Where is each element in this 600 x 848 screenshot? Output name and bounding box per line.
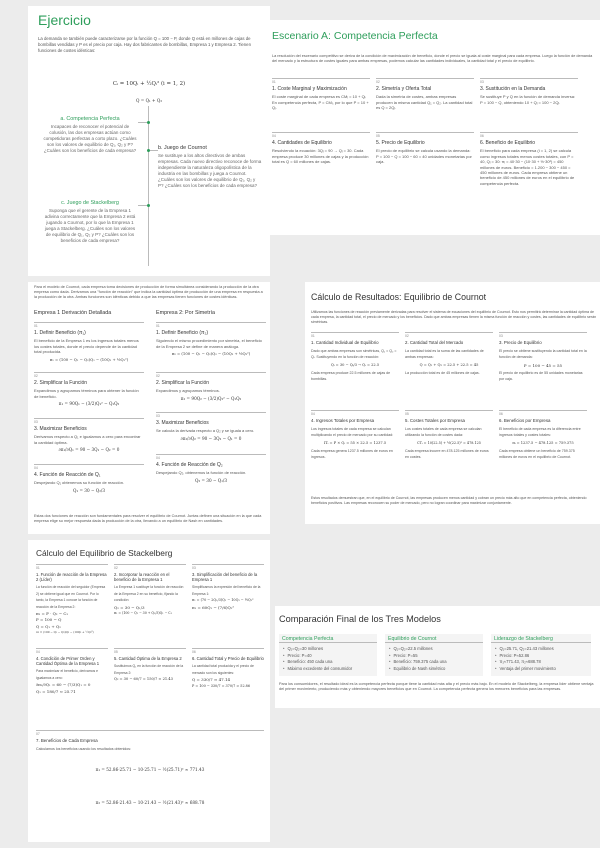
cournot-results-outro: Estos resultados demuestran que, en el equilibrio de Cournot, las empresas producen menos cantidad y cobran un precio más alto que en competencia perfecta, obteniendo beneficios positivos. Las empresas reconocen su poder de mercado, pero no logran coordinar para maximizar conjuntamente. <box>311 496 587 505</box>
step-title: 1. Función de reacción de la Empresa 2 (Líder) <box>36 572 107 583</box>
step-equation: π₂ = P · Q₂ − C₂ <box>36 611 69 617</box>
step-equation: Q₁ = 30 − Q₂/3 <box>73 487 105 493</box>
empresa1-step1 <box>34 322 144 364</box>
step-equation: Q₂ = 30 − Q₁/3 <box>195 477 227 483</box>
step-equation: CTᵢ = 10(22.5) + ½(22.5)² = 478.125 <box>417 440 481 445</box>
step-number: 04 <box>311 412 315 416</box>
esc-box6 <box>480 132 578 186</box>
step-title: 5. Cantidad Óptima de la Empresa 2 <box>114 656 182 662</box>
list-item: • Equilibrio de Nash simétrico <box>389 666 479 673</box>
ejercicio-eq2: Q = Q₁ + Q₂ <box>136 98 162 103</box>
step-desc: El coste marginal de cada empresa es CMᵢ = 10 + Qᵢ. En competencia perfecta, P = CMᵢ, por lo que P = 10 + Qᵢ. <box>272 94 369 111</box>
res-box1 <box>311 332 399 383</box>
step-note: Cada empresa genera 1237.5 millones de euros en ingresos. <box>311 449 393 460</box>
cournot-derivation-card <box>28 282 270 534</box>
step-title: 6. Beneficio de Equilibrio <box>480 140 536 147</box>
step-desc: Derivamos respecto a Q₁ e igualamos a cero para encontrar la cantidad óptima. <box>34 434 141 445</box>
esc-box3 <box>480 78 578 105</box>
res-box4 <box>311 410 399 461</box>
step-title: 4. Cantidades de Equilibrio <box>272 140 332 147</box>
step-title: 5. Precio de Equilibrio <box>376 140 425 147</box>
step-desc: El precio de equilibrio se calcula usando la demanda: P = 100 − Q = 100 − 60 = 40 unidades monetarias por caja. <box>376 148 472 165</box>
stackelberg-title: Cálculo del Equilibrio de Stackelberg <box>36 548 173 558</box>
empresa1-step2 <box>34 372 144 409</box>
step-desc: Calculamos los beneficios usando los resultados obtenidos: <box>36 747 132 752</box>
esc-box2 <box>376 78 474 111</box>
step-desc: Resolviendo la ecuación: 3Qᵢ = 90 → Qᵢ = 30. Cada empresa produce 30 millones de cajas y la producción total es Q = 60 millones de cajas. <box>272 148 369 165</box>
res-box3 <box>499 332 587 383</box>
step-title: 4. Condición de Primer Orden y Cantidad Óptima de la Empresa 1 <box>36 656 100 667</box>
list-item: • Q₁=25.71, Q₂=21.43 millones <box>495 646 587 653</box>
step-title: 2. Simetría y Oferta Total <box>376 86 432 93</box>
step-desc: Despejando Q₂, obtenemos la función de reacción. <box>156 470 247 476</box>
step-number: 01 <box>36 566 40 570</box>
step-equation: ∂π₂/∂Q₂ = 90 − 3Q₂ − Q₁ = 0 <box>180 435 242 441</box>
stackelberg-card <box>28 540 270 842</box>
cmp-col-header: Competencia Perfecta <box>279 634 377 643</box>
node-c-text: Suponga que el gerente de la Empresa 1 adivina correctamente que la Empresa 2 está jugando a Cournot, por lo que la Empresa 1 juega a Stackelberg. ¿Cuáles son los valores de equilibrio de Q₁, Q₂ y P? ¿Cuáles son los beneficios de cada empresa? <box>44 208 136 243</box>
step-number: 03 <box>156 414 160 418</box>
cournot-deriv-outro: Estas dos funciones de reacción son fundamentales para resolver el equilibrio de Cournot. Juntas definen una situación en la que cada empresa elige su mejor respuesta dada la producción de la otra, llevando a un equilibrio de Nash en cantidades. <box>34 514 262 523</box>
step-title: 6. Cantidad Total y Precio de Equilibrio <box>192 656 264 662</box>
step-equation: ∂π₁/∂Q₁ = 60 − (7/3)Q₁ = 0 <box>36 682 91 688</box>
step-equation: π₁ = 52.86·25.71 − 10·25.71 − ½(25.71)² ≈ 771.43 <box>95 766 205 772</box>
step-desc: Los costes totales de cada empresa se calculan utilizando la función de costes dada: <box>405 426 482 438</box>
list-item: • Beneficio: 759.375 cada una <box>389 659 479 666</box>
step-title: 3. Precio de Equilibrio <box>499 340 542 346</box>
empresa2-step1 <box>156 322 266 359</box>
step-desc: La cantidad total producida y el precio de mercado son los siguientes: <box>192 664 254 675</box>
step-desc: La Empresa 1 sustituye la función de reacción de la Empresa 2 en su beneficio, fijando la condición: <box>114 585 184 603</box>
step-equation: Q₂ = 30 − 60/7 = 150/7 ≈ 21.43 <box>114 677 173 682</box>
cmp-col-perfecta <box>279 634 377 676</box>
step-title: 4. Función de Reacción de Q₁ <box>34 472 101 479</box>
step-number: 01 <box>156 324 160 328</box>
step-number: 03 <box>34 420 38 424</box>
cmp-col-stackelberg <box>491 634 591 676</box>
step-title: 2. Cantidad Total del Mercado <box>405 340 464 346</box>
cmp-col-header: Equilibrio de Cournot <box>385 634 483 643</box>
step-equation: π₁ = 90Q₁ − (3/2)Q₁² − Q₁Q₂ <box>58 401 120 407</box>
stk-step4 <box>36 648 108 695</box>
stk-step6 <box>192 648 264 690</box>
step-number: 05 <box>405 412 409 416</box>
tree-branch-b <box>148 150 158 151</box>
stk-step3 <box>192 564 264 611</box>
step-equation: ∂π₁/∂Q₁ = 90 − 3Q₁ − Q₂ = 0 <box>58 447 120 453</box>
escenario-a-card <box>262 20 600 235</box>
step-desc: Se sustituye P y Q en la función de demanda inversa: P = 100 − Q, obteniendo 10 + Qᵢ = 100 − 2Qᵢ. <box>480 94 576 105</box>
step-equation: Q = Q₁ + Q₂ <box>36 623 61 629</box>
list-item: • Máximo excedente del consumidor <box>283 666 373 673</box>
step-desc: El beneficio de la Empresa 1 es los ingresos totales menos los costes totales, donde el precio depende de la cantidad total producida. <box>34 338 139 355</box>
list-item: • Q₁=Q₂=30 millones <box>283 646 373 653</box>
step-number: 02 <box>376 80 380 84</box>
step-equation: π₁ = (100 − Q₁ − 30 + Q₁/3)Q₁ − C₁ <box>114 611 172 616</box>
tree-trunk <box>148 106 149 266</box>
node-cournot <box>158 145 262 189</box>
step-desc: Dado que ambas empresas son simétricas, Q₁ = Q₂ = Qᵢ. Sustituyendo en la función de reacción: <box>311 348 397 360</box>
node-b-text: Se sustituye a los altos directivos de ambas empresas. Cada nuevo directivo reconoce de forma independiente la naturaleza oligopolística de la industria en las bombillas y juega a Cournot. ¿Cuáles son los valores de equilibrio de Q₁, Q₂ y P? ¿Cuáles son los beneficios de cada empresa? <box>158 153 262 188</box>
cmp-list <box>491 643 591 675</box>
step-equation: Q₂ = 30 − Q₁/3 <box>114 604 145 610</box>
node-b-title: b. Juego de Cournot <box>158 145 207 151</box>
comparacion-outro: Para los consumidores, el resultado ideal es la competencia perfecta porque tiene la cantidad más alta y el precio más bajo. En el modelo de Stackelberg, la empresa líder obtiene ventaja del primer movimiento, produciendo más y obteniendo mayores beneficios que en Cournot. La competencia perfecta genera los menores beneficios para las empresas. <box>279 682 594 691</box>
step-equation: π₁ = 60Q₁ − (7/6)Q₁² <box>192 604 235 610</box>
step-number: 06 <box>192 650 196 654</box>
cmp-list <box>385 643 483 675</box>
step-desc: Despejando Q₁ obtenemos su función de reacción. <box>34 480 125 486</box>
comparacion-title: Comparación Final de los Tres Modelos <box>279 614 441 624</box>
empresa2-step2 <box>156 372 266 403</box>
step-title: 7. Beneficios de Cada Empresa <box>36 738 98 744</box>
empresa2-step3 <box>156 412 266 443</box>
step-equation: π₁ = (70 − 2Q₁/3)Q₁ − 10Q₁ − ½Q₁² <box>192 598 254 603</box>
step-equation: π₂ = 90Q₂ − (3/2)Q₂² − Q₁Q₂ <box>180 395 242 401</box>
empresa1-step3 <box>34 418 144 455</box>
step-number: 04 <box>34 466 38 470</box>
step-equation: Qᵢ = 30 − Qᵢ/3 → Qᵢ = 22.5 <box>330 362 380 367</box>
step-note: El precio de equilibrio es de 55 unidades monetarias por caja. <box>499 371 583 382</box>
stk-step7 <box>36 730 264 808</box>
cmp-col-cournot <box>385 634 483 676</box>
step-title: 2. Incorporar la reacción en el beneficio de la Empresa 1 <box>114 572 170 583</box>
empresa2-step4 <box>156 454 266 485</box>
step-equation: π₂ = 52.86·21.43 − 10·21.43 − ½(21.43)² ≈ 688.78 <box>95 800 205 806</box>
step-number: 01 <box>34 324 38 328</box>
step-note: La producción total es de 45 millones de cajas. <box>405 371 480 376</box>
step-equation: π₂ = (100 − Q₁ − Q₂)Q₂ − (10Q₂ + ½Q₂²) <box>36 630 94 635</box>
list-item: • Precio: P=40 <box>283 653 373 660</box>
col1-heading: Empresa 1 Derivación Detallada <box>34 310 112 316</box>
step-number: 01 <box>272 80 276 84</box>
tree-dot-c <box>147 204 150 207</box>
cmp-list <box>279 643 377 675</box>
step-title: 4. Ingresos Totales por Empresa <box>311 418 375 424</box>
escenario-a-intro: La resolución del escenario competitivo se deriva de la condición de maximización de beneficio, donde el precio se iguala al coste marginal para cada empresa. Luego la función de demanda del mercado y la estructura de costes iguales para ambas empresas, podemos calcular las cantidades individuales, la cantidad total y el precio de equilibrio. <box>272 54 593 64</box>
step-desc: La cantidad total es la suma de las cantidades de ambas empresas: <box>405 348 484 360</box>
cournot-results-intro: Utilizamos las funciones de reacción previamente derivadas para resolver el sistema de ecuaciones del equilibrio de Cournot. Esto nos permitirá determinar la cantidad óptima de cada empresa, la cantidad total, el precio de mercado y los beneficios. Dado que ambas empresas tienen la misma función de reacción y costes, las cantidades de equilibrio serán simétricas. <box>311 310 597 324</box>
step-number: 04 <box>156 456 160 460</box>
step-desc: Expandimos y agrupamos términos para obtener la función de beneficio. <box>34 388 139 399</box>
step-number: 02 <box>34 374 38 378</box>
step-note: Cada empresa incurre en 478.125 millones de euros en costes. <box>405 449 489 460</box>
step-number: 03 <box>192 566 196 570</box>
step-note: Cada empresa obtiene un beneficio de 759.375 millones de euros en el equilibrio de Cournot. <box>499 449 575 460</box>
step-title: 1. Cantidad Individual de Equilibrio <box>311 340 379 346</box>
ejercicio-card <box>28 6 270 276</box>
step-desc: El beneficio de cada empresa es la diferencia entre ingresos totales y costes totales: <box>499 426 581 438</box>
step-title: 3. Maximizar Beneficios <box>156 420 209 427</box>
step-number: 02 <box>405 334 409 338</box>
step-number: 07 <box>36 732 40 736</box>
step-desc: El precio se obtiene sustituyendo la cantidad total en la función de demanda: <box>499 348 587 360</box>
node-stackelberg <box>42 200 138 244</box>
col2-heading: Empresa 2: Por Simetría <box>156 310 216 316</box>
cournot-deriv-intro: Para el modelo de Cournot, cada empresa toma decisiones de producción de forma simultánea considerando la producción de la otra empresa como dada. Derivamos una "función de reacción" que indica la cantidad óptima de producción de una empresa en respuesta a la producción de la otra. Ambas funciones son idénticas debido a que las empresas tienen funciones de costes idénticas. <box>34 285 263 299</box>
cournot-results-card <box>305 282 600 524</box>
step-desc: Los ingresos totales de cada empresa se calculan multiplicando el precio de mercado por su cantidad: <box>311 426 394 438</box>
list-item: • Precio: P≈52.86 <box>495 653 587 660</box>
list-item: • Beneficio: 450 cada una <box>283 659 373 666</box>
node-c-title: c. Juego de Stackelberg <box>61 200 119 206</box>
step-number: 04 <box>36 650 40 654</box>
step-desc: Expandimos y agrupamos términos. <box>156 388 220 394</box>
step-equation: P = 100 − Q <box>36 617 62 623</box>
step-title: 6. Beneficios por Empresa <box>499 418 551 424</box>
step-number: 02 <box>114 566 118 570</box>
cmp-col-header: Liderazgo de Stackelberg <box>491 634 591 643</box>
step-equation: Q₁ = 180/7 ≈ 25.71 <box>36 688 76 694</box>
step-equation: π₁ = (100 − Q₁ − Q₂)Q₁ − (10Q₁ + ½Q₁²) <box>49 356 129 362</box>
ejercicio-title: Ejercicio <box>38 12 91 28</box>
step-desc: Siguiendo el mismo procedimiento por simetría, el beneficio de la Empresa 2 se define de manera análoga. <box>156 338 262 349</box>
node-competencia-perfecta <box>42 116 138 154</box>
res-box5 <box>405 410 493 461</box>
stk-step5 <box>114 648 186 684</box>
step-title: 3. Simplificación del beneficio de la Empresa 1 <box>192 572 258 583</box>
comparacion-card <box>275 606 600 708</box>
step-equation: P = 100 − 330/7 = 370/7 ≈ 52.86 <box>192 683 250 688</box>
step-desc: Para maximizar el beneficio, derivamos e igualamos a cero: <box>36 669 98 680</box>
step-title: 1. Definir Beneficio (π₂) <box>156 330 209 337</box>
step-number: 03 <box>499 334 503 338</box>
list-item: • π₁≈771.43, π₂≈688.78 <box>495 659 587 666</box>
step-title: 2. Simplificar la Función <box>156 380 210 387</box>
step-number: 03 <box>480 80 484 84</box>
empresa1-step4 <box>34 464 144 495</box>
ejercicio-eq1: Cᵢ = 10Qᵢ + ½Qᵢ² (i = 1, 2) <box>112 81 186 87</box>
step-title: 4. Función de Reacción de Q₂ <box>156 462 223 469</box>
tree-dot-a <box>147 121 150 124</box>
res-box2 <box>405 332 493 376</box>
res-box6 <box>499 410 587 461</box>
node-a-text: Incapaces de reconocer el potencial de colusión, las dos empresas actúan como competidoras perfectas a corto plazo. ¿Cuáles son los valores de equilibrio de Q₁, Q₂ y P? ¿Cuáles son los beneficios de cada empresa? <box>43 124 137 153</box>
tree-dot-b <box>147 149 150 152</box>
esc-box1 <box>272 78 370 111</box>
step-desc: Simplificamos la expresión del beneficio de la Empresa 1: <box>192 585 261 596</box>
step-number: 01 <box>311 334 315 338</box>
step-number: 05 <box>114 650 118 654</box>
step-number: 06 <box>480 134 484 138</box>
step-equation: P = 100 − 45 = 55 <box>523 362 563 368</box>
step-title: 2. Simplificar la Función <box>34 380 88 387</box>
list-item: • Precio: P=55 <box>389 653 479 660</box>
step-desc: La función de reacción del seguidor (Empresa 2) se obtiene igual que en Cournot. Por lo tanto, la Empresa 1 conoce la función de reacción de la Empresa 2: <box>36 585 106 609</box>
list-item: • Q₁=Q₂=22.5 millones <box>389 646 479 653</box>
step-note: Cada empresa produce 22.5 millones de cajas de bombillas. <box>311 371 391 382</box>
step-title: 5. Costes Totales por Empresa <box>405 418 465 424</box>
step-equation: πᵢ = 1237.5 − 478.125 = 759.375 <box>512 440 574 445</box>
step-number: 04 <box>272 134 276 138</box>
step-equation: Q = Q₁ + Q₂ = 22.5 + 22.5 = 45 <box>419 362 479 367</box>
step-desc: Sustituimos Q₁ en la función de reacción de la Empresa 2: <box>114 664 184 675</box>
node-a-title: a. Competencia Perfecta <box>60 116 120 122</box>
step-desc: Se calcula la derivada respecto a Q₂ y se iguala a cero. <box>156 428 255 434</box>
esc-box5 <box>376 132 474 165</box>
ejercicio-intro: La demanda se también puede caracterizarse por la función Q = 100 − P, donde Q está en millones de cajas de bombillas vendidas y P es el precio por caja. Hay dos fabricantes de bombillas, Empresa 1 y Empresa 2. Tienen funciones de costes idénticas: <box>38 36 251 53</box>
list-item: • Ventaja del primer movimiento <box>495 666 587 673</box>
step-desc: Dada la simetría de costes, ambas empresas producen la misma cantidad Q₁ = Q₂. La cantidad total es Q = 2Qᵢ. <box>376 94 473 111</box>
esc-box4 <box>272 132 370 165</box>
step-number: 06 <box>499 412 503 416</box>
step-title: 1. Coste Marginal y Maximización <box>272 86 347 93</box>
step-equation: π₂ = (100 − Q₁ − Q₂)Q₂ − (10Q₂ + ½Q₂²) <box>171 351 251 357</box>
step-number: 05 <box>376 134 380 138</box>
step-title: 3. Maximizar Beneficios <box>34 426 87 433</box>
step-equation: ITᵢ = P × Qᵢ = 55 × 22.5 = 1237.5 <box>323 440 387 445</box>
step-title: 1. Definir Beneficio (π₁) <box>34 330 86 337</box>
cournot-results-title: Cálculo de Resultados: Equilibrio de Cournot <box>311 292 487 302</box>
step-desc: El beneficio para cada empresa (i = 1, 2) se calcula como ingresos totales menos costes totales, con P = 40, Qᵢ = 30: πᵢ = 40·30 − (10·30 + ½·30²) = 450 millones de euros. Beneficio = 1.200 − 300 − 450 = 450 millones de euros. Cada empresa obtiene un beneficio de 450 millones de euros en el equilibrio de competencia perfecta. <box>480 148 575 186</box>
stk-step2 <box>114 564 186 617</box>
step-title: 3. Sustitución en la Demanda <box>480 86 546 93</box>
step-equation: Q = 330/7 ≈ 47.14 <box>192 677 231 683</box>
stk-step1 <box>36 564 108 637</box>
step-number: 02 <box>156 374 160 378</box>
escenario-a-title: Escenario A: Competencia Perfecta <box>272 30 438 42</box>
